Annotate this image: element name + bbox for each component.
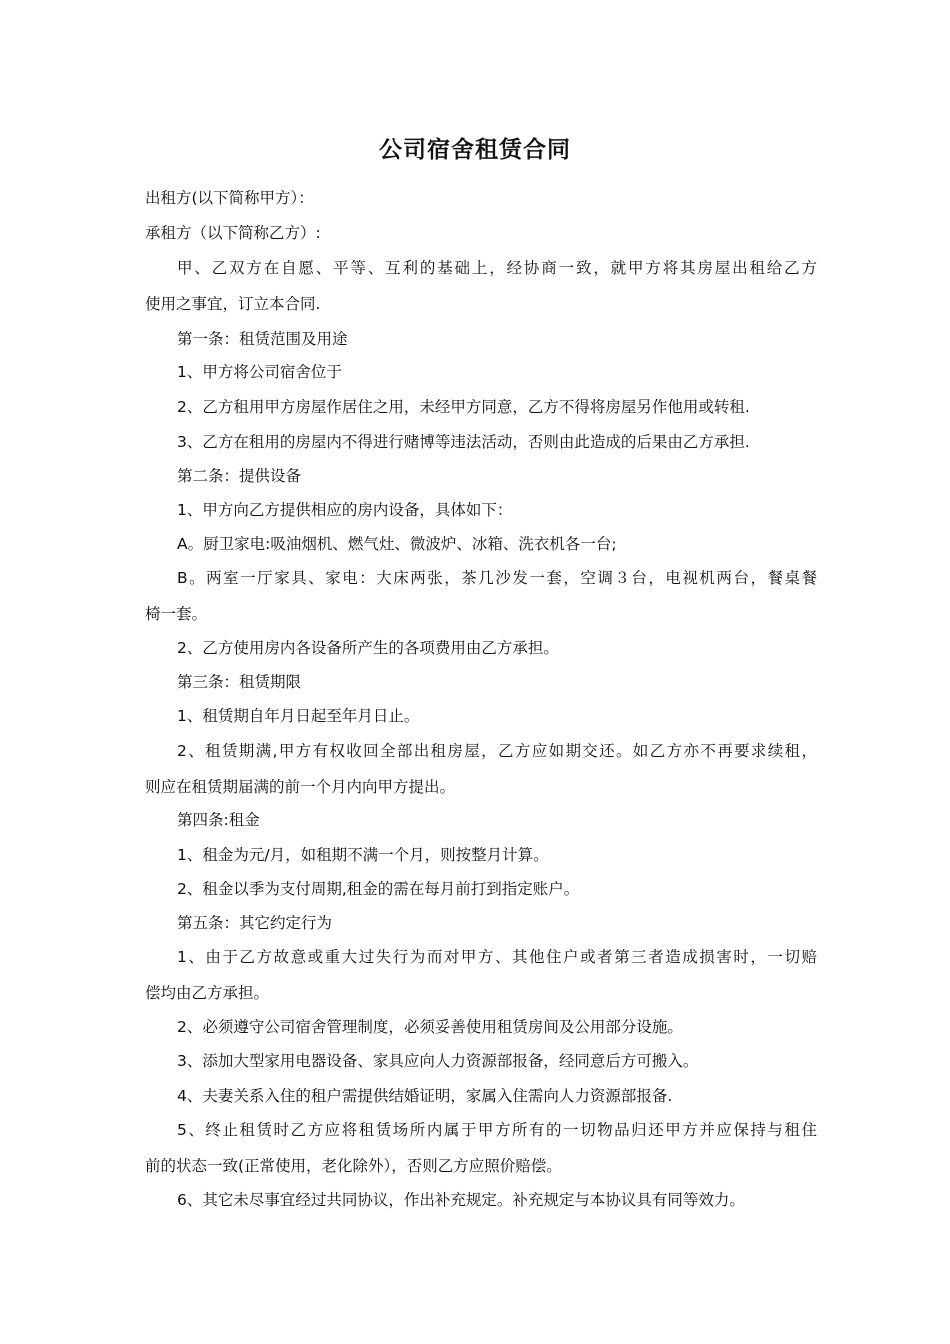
clause-line: 5、终止租赁时乙方应将租赁场所内属于甲方所有的一切物品归还甲方并应保持与租住 [177,1121,817,1139]
paragraph-line: 甲、乙双方在自愿、平等、互利的基础上，经协商一致，就甲方将其房屋出租给乙方 [177,259,817,277]
clause-line: 6、其它未尽事宜经过共同协议，作出补充规定。补充规定与本协议具有同等效力。 [177,1191,745,1209]
clause-line: 1、由于乙方故意或重大过失行为而对甲方、其他住户或者第三者造成损害时，一切赔 [177,948,817,966]
clause-line: B。两室一厅家具、家电：大床两张，茶几沙发一套，空调３台，电视机两台，餐桌餐 [177,569,817,587]
clause-line: 2、乙方使用房内各设备所产生的各项费用由乙方承担。 [177,639,559,657]
document-title: 公司宿舍租赁合同 [379,137,571,163]
clause-line: A。厨卫家电:吸油烟机、燃气灶、微波炉、冰箱、洗衣机各一台; [177,535,617,553]
clause-line: 2、乙方租用甲方房屋作居住之用，未经甲方同意，乙方不得将房屋另作他用或转租. [177,398,750,416]
article-heading: 第五条：其它约定行为 [177,914,333,932]
clause-line: 偿均由乙方承担。 [145,984,270,1002]
clause-line: 2、必须遵守公司宿舍管理制度，必须妥善使用租赁房间及公用部分设施。 [177,1018,683,1036]
clause-line: 1、租金为元/月，如租期不满一个月，则按整月计算。 [177,846,549,864]
clause-line: 前的状态一致(正常使用，老化除外），否则乙方应照价赔偿。 [145,1157,562,1175]
clause-line: 2、租赁期满,甲方有权收回全部出租房屋，乙方应如期交还。如乙方亦不再要求续租， [177,742,817,760]
clause-line: 2、租金以季为支付周期,租金的需在每月前打到指定账户。 [177,880,580,898]
article-heading: 第三条：租赁期限 [177,673,302,691]
clause-line: 4、夫妻关系入住的租户需提供结婚证明，家属入住需向人力资源部报备. [177,1087,673,1105]
lessor-line: 出租方(以下简称甲方）： [145,189,314,207]
clause-line: 3、乙方在租用的房屋内不得进行赌博等违法活动，否则由此造成的后果由乙方承担. [177,433,750,451]
clause-line: 1、租赁期自年月日起至年月日止。 [177,707,420,725]
article-heading: 第二条：提供设备 [177,467,302,485]
clause-line: 则应在租赁期届满的前一个月内向甲方提出。 [145,778,456,796]
article-heading: 第一条：租赁范围及用途 [177,330,348,348]
article-heading: 第四条:租金 [177,811,260,829]
clause-line: 3、添加大型家用电器设备、家具应向人力资源部报备，经同意后方可搬入。 [177,1052,699,1070]
clause-line: 1、甲方将公司宿舍位于 [177,363,342,381]
paragraph-line: 使用之事宜，订立本合同. [145,295,321,313]
clause-line: 1、甲方向乙方提供相应的房内设备，具体如下： [177,501,513,519]
clause-line: 椅一套。 [145,605,208,623]
lessee-line: 承租方（以下简称乙方）: [145,224,321,242]
